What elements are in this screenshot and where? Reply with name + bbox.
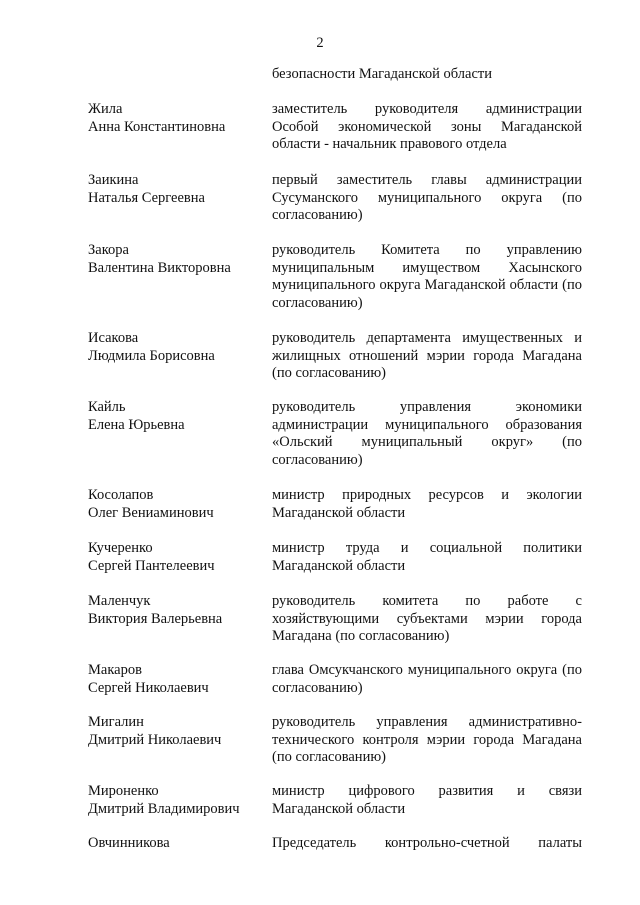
member-given-names: Виктория Валерьевна [88,610,223,627]
member-role: первый заместитель главы администрации Сусуманского муниципального округа (по согласованию) [272,172,582,223]
continuation-text: безопасности Магаданской области [272,66,492,82]
member-surname: Овчинникова [88,835,170,851]
member-surname: Маленчук [88,593,151,609]
member-name [88,593,268,628]
member-surname: Жила [88,101,123,117]
member-surname: Закора [88,242,129,258]
member-given-names: Сергей Николаевич [88,679,209,696]
member-surname: Заикина [88,172,139,188]
member-role: Председатель контрольно-счетной палаты [272,835,582,851]
member-surname: Косолапов [88,487,154,503]
member-name [88,714,268,749]
member-role: министр цифрового развития и связи Магаданской области [272,783,582,817]
member-surname: Кучеренко [88,540,153,556]
member-surname: Исакова [88,330,139,346]
member-role: руководитель управления экономики администрации муниципального образования «Ольский муниципальный округ» (по согласованию) [272,399,582,468]
member-name [88,330,268,365]
member-name [88,399,268,434]
member-surname: Макаров [88,662,142,678]
member-given-names: Валентина Викторовна [88,259,231,276]
member-given-names: Анна Константиновна [88,118,226,135]
member-name [88,242,268,277]
member-role: министр труда и социальной политики Магаданской области [272,540,582,574]
member-surname: Мигалин [88,714,144,730]
member-name [88,662,268,697]
member-role: руководитель Комитета по управлению муниципальным имуществом Хасынского муниципального округа Магаданской области (по согласованию) [272,242,582,311]
member-name [88,172,268,207]
member-name [88,487,268,522]
member-given-names: Сергей Пантелеевич [88,557,215,574]
member-surname: Кайль [88,399,126,415]
member-surname: Мироненко [88,783,159,799]
member-role: министр природных ресурсов и экологии Магаданской области [272,487,582,521]
member-given-names: Дмитрий Николаевич [88,731,222,748]
member-role: глава Омсукчанского муниципального округа (по согласованию) [272,662,582,696]
member-name [88,835,268,853]
member-name [88,540,268,575]
member-role: руководитель управления административно-технического контроля мэрии города Магадана (по согласованию) [272,714,582,765]
member-given-names: Елена Юрьевна [88,416,185,433]
member-given-names: Олег Вениаминович [88,504,214,521]
member-role: руководитель департамента имущественных и жилищных отношений мэрии города Магадана (по согласованию) [272,330,582,381]
member-name [88,101,268,136]
member-name [88,783,268,818]
page-number: 2 [316,35,324,51]
member-given-names: Людмила Борисовна [88,347,215,364]
member-given-names: Наталья Сергеевна [88,189,205,206]
member-role: заместитель руководителя администрации Особой экономической зоны Магаданской области - начальник правового отдела [272,101,582,152]
member-role: руководитель комитета по работе с хозяйствующими субъектами мэрии города Магадана (по согласованию) [272,593,582,644]
member-given-names: Дмитрий Владимирович [88,800,240,817]
